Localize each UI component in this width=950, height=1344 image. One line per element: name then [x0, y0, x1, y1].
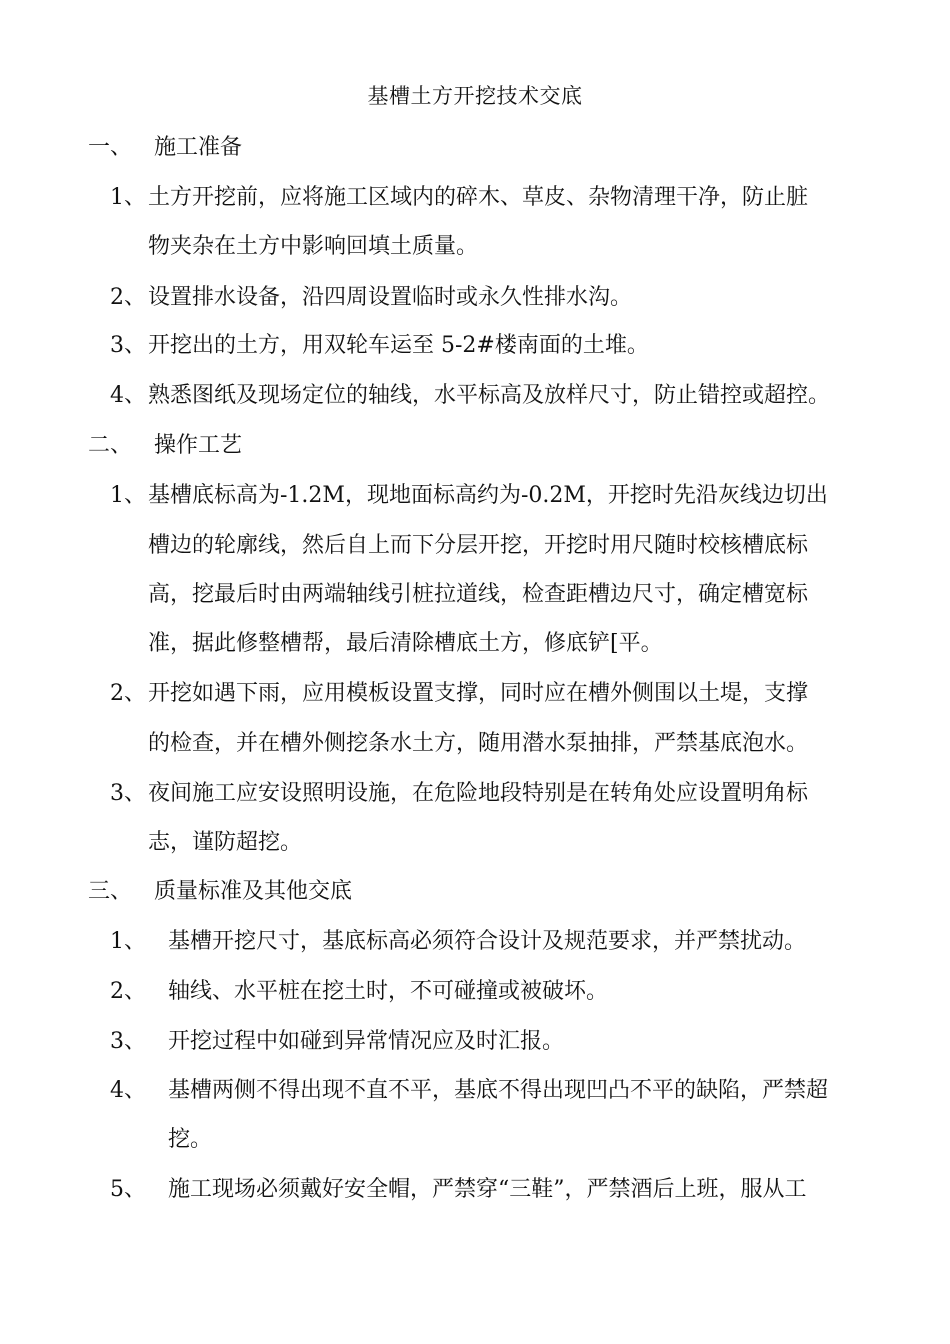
item-text-line: 基槽两侧不得出现不直不平，基底不得出现凹凸不平的缺陷，严禁超	[168, 1078, 829, 1103]
item-number: 4、	[110, 1078, 146, 1103]
item-number: 2、	[110, 285, 146, 310]
section-title: 操作工艺	[154, 433, 243, 458]
section-heading-3	[88, 874, 352, 905]
document-title: 基槽土方开挖技术交底	[367, 84, 583, 108]
item-text-line: 轴线、水平桩在挖土时，不可碰撞或被破坏。	[168, 979, 609, 1004]
item-text-line: 设置排水设备，沿四周设置临时或永久性排水沟。	[148, 285, 633, 310]
item-number: 2、	[110, 681, 146, 706]
item-text-line: 夜间施工应安设照明设施，在危险地段特别是在转角处应设置明角标	[148, 781, 809, 806]
item-text-line: 基槽底标高为-1.2M，现地面标高约为-0.2M，开挖时先沿灰线边切出	[148, 483, 828, 508]
item-number: 1、	[110, 185, 146, 210]
section-heading-2	[88, 428, 242, 459]
item-number: 1、	[110, 929, 146, 954]
item-text-line: 开挖如遇下雨，应用模板设置支撑，同时应在槽外侧围以土堤，支撑	[148, 681, 809, 706]
item-number: 2、	[110, 979, 146, 1004]
section-number: 一、	[88, 135, 133, 160]
item-text-line: 的检查，并在槽外侧挖条水土方，随用潜水泵抽排，严禁基底泡水。	[148, 731, 809, 756]
item-text-line: 土方开挖前，应将施工区域内的碎木、草皮、杂物清理干净，防止脏	[148, 185, 809, 210]
section-title: 施工准备	[154, 135, 243, 160]
section-title: 质量标准及其他交底	[154, 879, 353, 904]
item-number: 1、	[110, 483, 146, 508]
section-number: 二、	[88, 433, 133, 458]
section-number: 三、	[88, 879, 133, 904]
item-text-line: 施工现场必须戴好安全帽，严禁穿“三鞋”，严禁酒后上班，服从工	[168, 1177, 807, 1202]
item-text-line: 准，据此修整槽帮，最后清除槽底土方，修底铲[平。	[148, 631, 663, 656]
item-number: 3、	[110, 1029, 146, 1054]
item-number: 3、	[110, 781, 146, 806]
item-number: 3、	[110, 333, 146, 358]
item-text-line: 高，挖最后时由两端轴线引桩拉道线，检查距槽边尺寸，确定槽宽标	[148, 582, 809, 607]
item-text-line: 基槽开挖尺寸，基底标高必须符合设计及规范要求，并严禁扰动。	[168, 929, 807, 954]
item-text-line: 熟悉图纸及现场定位的轴线，水平标高及放样尺寸，防止错控或超控。	[148, 383, 831, 408]
item-text-line: 挖。	[168, 1127, 213, 1152]
section-heading-1	[88, 130, 242, 161]
item-text-line: 槽边的轮廓线，然后自上而下分层开挖，开挖时用尺随时校核槽底标	[148, 533, 809, 558]
item-text-line: 开挖过程中如碰到异常情况应及时汇报。	[168, 1029, 565, 1054]
item-number: 4、	[110, 383, 146, 408]
item-number: 5、	[110, 1177, 146, 1202]
item-text-line: 开挖出的土方，用双轮车运至 5-2#楼南面的土堆。	[148, 333, 649, 358]
item-text-line: 志，谨防超挖。	[148, 830, 303, 855]
item-text-line: 物夹杂在土方中影响回填土质量。	[148, 234, 479, 259]
